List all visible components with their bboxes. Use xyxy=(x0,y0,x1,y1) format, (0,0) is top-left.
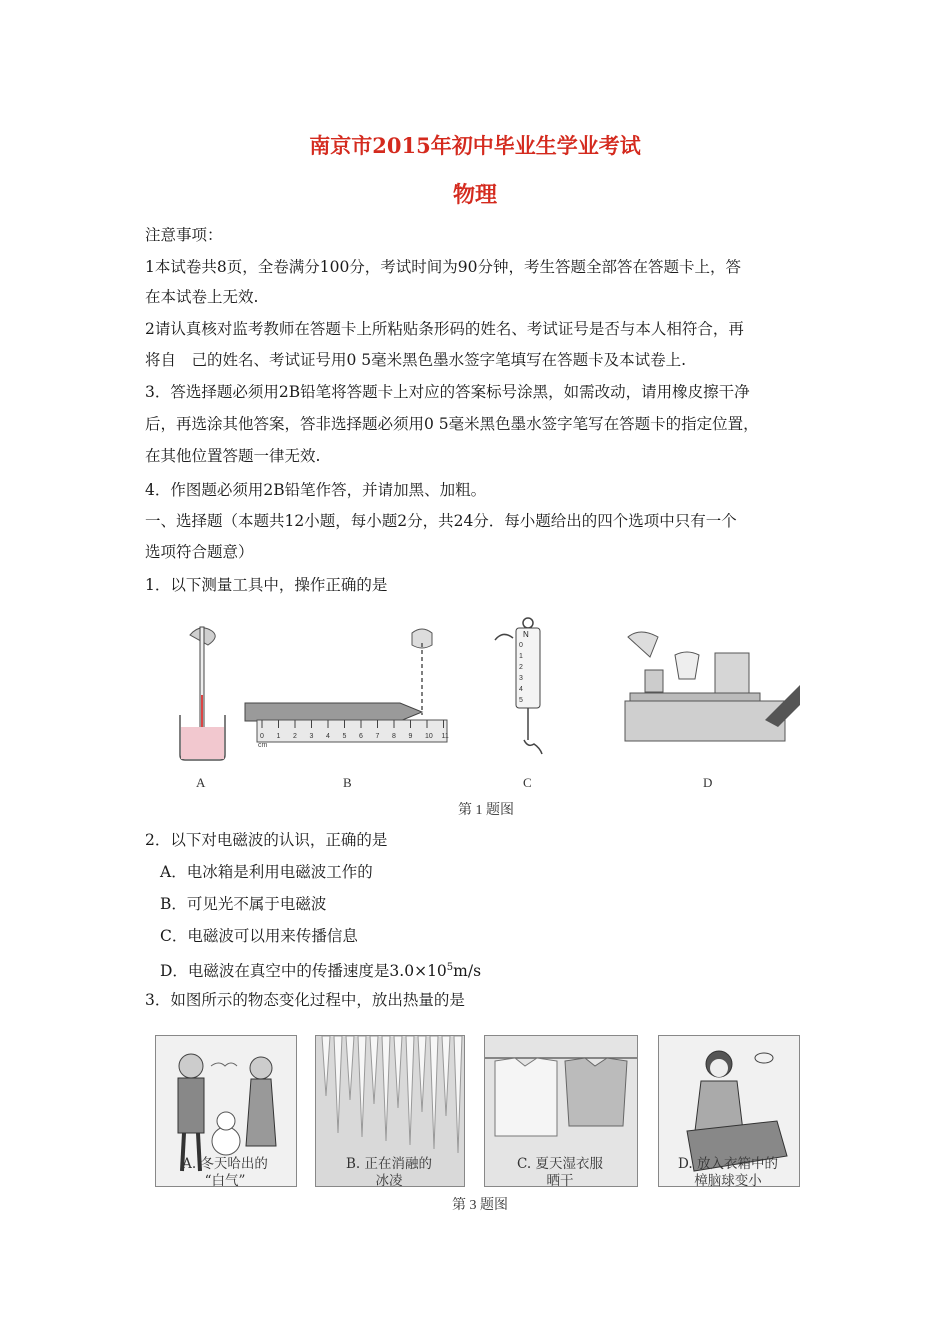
panel-caption-b xyxy=(314,1156,464,1190)
ruler-tick-label: 8 xyxy=(392,733,396,740)
figure-label-d: D xyxy=(703,775,713,790)
option-d-exponent: 5 xyxy=(446,962,454,973)
ruler-tick-label: 5 xyxy=(342,733,347,740)
question-2-option-c: C．电磁波可以用来传播信息 xyxy=(160,927,358,945)
ruler-tick-label: 11 xyxy=(441,733,449,740)
notice-line: 后，再选涂其他答案，答非选择题必须用0 5毫米黑色墨水签字笔写在答题卡的指定位置， xyxy=(145,415,759,433)
scale-tick-label: 2 xyxy=(519,664,523,671)
panel-caption-line: 晒干 xyxy=(546,1173,574,1189)
panel-caption-line: B. 正在消融的 xyxy=(345,1156,432,1172)
panel-caption-c xyxy=(485,1156,635,1190)
panel-caption-line: A. 冬天哈出的 xyxy=(182,1156,268,1172)
ruler-unit: cm xyxy=(258,742,268,749)
notice-line: 在本试卷上无效. xyxy=(145,288,259,306)
notice-line: 在其他位置答题一律无效. xyxy=(145,447,321,465)
question-1-figure xyxy=(150,615,800,795)
notice-line: 3．答选择题必须用2B铅笔将答题卡上对应的答案标号涂黑，如需改动，请用橡皮擦干净 xyxy=(145,383,750,401)
figure-b-ruler xyxy=(245,629,449,749)
option-d-text: D．电磁波在真空中的传播速度是3.0×10 xyxy=(160,962,447,981)
figure-d-balance xyxy=(625,632,800,741)
ruler-tick-label: 10 xyxy=(425,733,433,740)
figure-label-b: B xyxy=(343,775,352,790)
ruler-tick-label: 1 xyxy=(276,733,281,740)
panel-caption-a xyxy=(150,1156,300,1190)
scale-tick-label: 5 xyxy=(519,697,523,704)
exam-title: 南京市2015年初中毕业生学业考试 xyxy=(309,133,641,158)
figure-c-spring-scale xyxy=(495,618,542,754)
scale-tick-label: 1 xyxy=(519,653,523,660)
question-2-option-d xyxy=(160,958,481,981)
notice-line: 2请认真核对监考教师在答题卡上所粘贴条形码的姓名、考试证号是否与本人相符合，再 xyxy=(145,320,744,338)
ruler-tick-label: 6 xyxy=(359,733,363,740)
section-heading-cont: 选项符合题意） xyxy=(145,543,254,561)
ruler-tick-label: 7 xyxy=(375,733,380,740)
figure-label-c: C xyxy=(523,775,532,790)
notice-line: 4．作图题必须用2B铅笔作答，并请加黑、加粗。 xyxy=(145,481,487,499)
question-2-option-b: B．可见光不属于电磁波 xyxy=(160,895,327,913)
scale-tick-label: 4 xyxy=(519,686,523,693)
scale-tick-label: 3 xyxy=(519,675,523,682)
panel-caption-line: D. 放入衣箱中的 xyxy=(678,1156,778,1172)
notice-line: 1本试卷共8页，全卷满分100分，考试时间为90分钟，考生答题全部答在答题卡上，答 xyxy=(145,258,742,276)
notice-heading: 注意事项： xyxy=(145,226,223,244)
notice-line: 将自 己的姓名、考试证号用0 5毫米黑色墨水签字笔填写在答题卡及本试卷上. xyxy=(145,351,687,369)
ruler-tick-label: 4 xyxy=(326,733,330,740)
ruler-tick-label: 3 xyxy=(309,733,314,740)
option-d-unit: m/s xyxy=(453,962,482,981)
question-3-stem: 3．如图所示的物态变化过程中，放出热量的是 xyxy=(145,991,465,1009)
question-1-stem: 1．以下测量工具中，操作正确的是 xyxy=(145,576,388,594)
ruler-tick-label: 0 xyxy=(260,733,264,740)
scale-top-label: N xyxy=(523,630,529,639)
figure-1-caption: 第 1 题图 xyxy=(458,803,514,818)
panel-caption-line: “白气” xyxy=(204,1173,246,1189)
panel-caption-line: C. 夏天湿衣服 xyxy=(517,1156,603,1172)
question-2-option-a: A．电冰箱是利用电磁波工作的 xyxy=(160,863,373,881)
scale-tick-label: 0 xyxy=(519,642,523,649)
subject-title: 物理 xyxy=(452,182,497,208)
section-heading: 一、选择题（本题共12小题，每小题2分，共24分．每小题给出的四个选项中只有一个 xyxy=(145,512,737,530)
panel-caption-d xyxy=(653,1156,803,1190)
figure-label-a: A xyxy=(196,775,206,790)
figure-3-caption: 第 3 题图 xyxy=(452,1198,508,1213)
question-2-stem: 2．以下对电磁波的认识，正确的是 xyxy=(145,831,388,849)
ruler-tick-label: 9 xyxy=(408,733,413,740)
ruler-tick-label: 2 xyxy=(293,733,297,740)
panel-caption-line: 樟脑球变小 xyxy=(694,1173,762,1189)
figure-a-thermometer xyxy=(180,627,225,760)
panel-caption-line: 冰凌 xyxy=(375,1173,403,1189)
